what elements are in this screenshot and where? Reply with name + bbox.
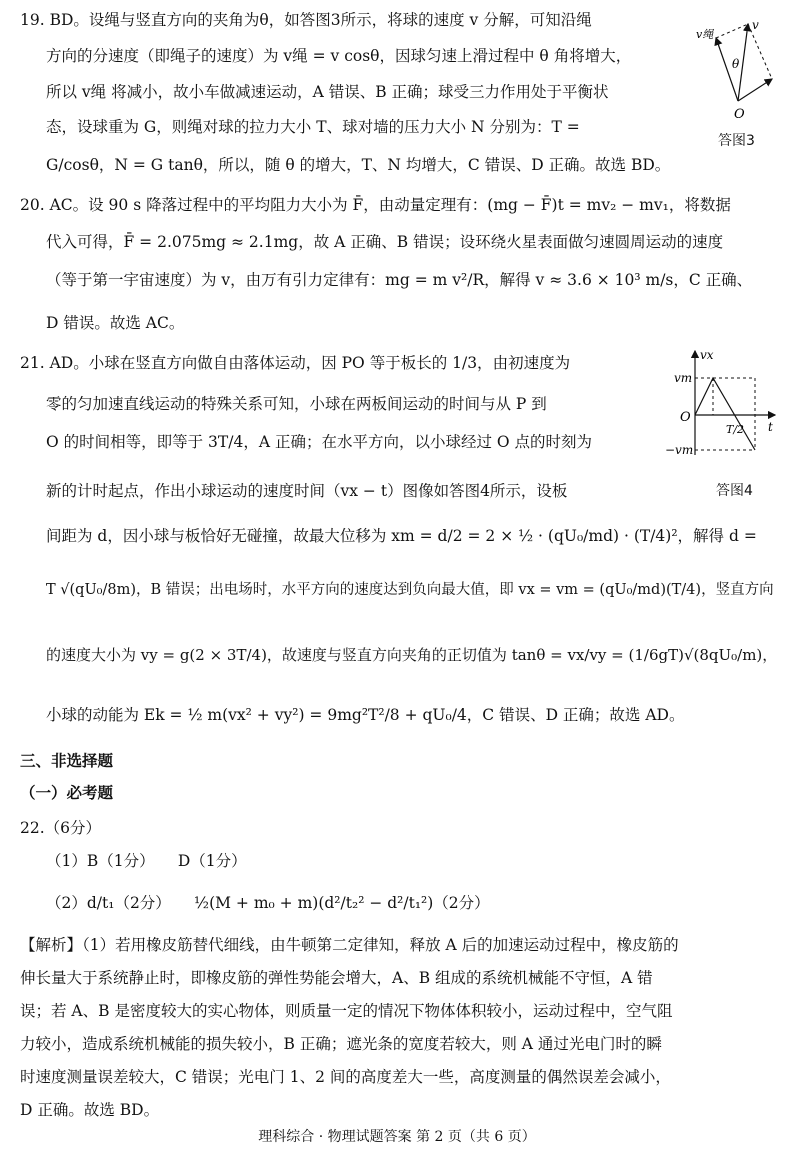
label-half-T: T/2 bbox=[726, 423, 745, 436]
q19-line-2: 方向的分速度（即绳子的速度）为 v绳 = v cosθ，因球匀速上滑过程中 θ 角将增大， bbox=[46, 47, 632, 65]
figure-4-caption: 答图4 bbox=[716, 483, 753, 499]
q19-line-3: 所以 v绳 将减小，故小车做减速运动，A 错误、B 正确；球受三力作用处于平衡状 bbox=[46, 83, 609, 101]
vx-line bbox=[695, 378, 755, 450]
q21-line-8: 小球的动能为 Ek = ½ m(vx² + vy²) = 9mg²T²/8 + qU₀/4，C 错误、D 正确；故选 AD。 bbox=[46, 706, 685, 724]
label-t: t bbox=[768, 420, 773, 434]
q20-line-1: 20. AC。设 90 s 降落过程中的平均阻力大小为 F̄，由动量定理有：(mg − F̄)t = mv₂ − mv₁，将数据 bbox=[20, 196, 731, 214]
section-title: 三、非选择题 bbox=[20, 752, 114, 770]
perpendicular-component-arrow bbox=[738, 79, 772, 101]
label-neg-vm: −vm bbox=[665, 443, 694, 457]
label-v-rope: v绳 bbox=[696, 28, 714, 41]
label-vx: vx bbox=[700, 348, 714, 362]
q19-line-4: 态，设球重为 G，则绳对球的拉力大小 T、球对墙的压力大小 N 分别为：T = bbox=[46, 118, 580, 136]
q22-analysis-1: 【解析】（1）若用橡皮筋替代细线，由牛顿第二定律知，释放 A 后的加速运动过程中，橡皮筋的 bbox=[20, 936, 679, 954]
dashed-line-right bbox=[748, 24, 772, 79]
label-origin-4: O bbox=[680, 410, 691, 425]
label-theta: θ bbox=[732, 57, 740, 71]
q22-analysis-3: 误；若 A、B 是密度较大的实心物体，则质量一定的情况下物体体积较小，运动过程中，空气阻 bbox=[20, 1002, 673, 1020]
q22-answer-1: （1）B（1分） D（1分） bbox=[46, 852, 247, 870]
q20-line-4: D 错误。故选 AC。 bbox=[46, 314, 185, 332]
dashed-line-top bbox=[716, 24, 748, 38]
q22-title: 22.（6分） bbox=[20, 819, 102, 837]
q21-line-2: 零的匀加速直线运动的特殊关系可知，小球在两板间运动的时间与从 P 到 bbox=[46, 395, 547, 413]
q22-analysis-5: 时速度测量误差较大，C 错误；光电门 1、2 间的高度差大一些，高度测量的偶然误差会减小， bbox=[20, 1068, 671, 1086]
q19-line-1: 19. BD。设绳与竖直方向的夹角为θ，如答图3所示，将球的速度 v 分解，可知沿绳 bbox=[20, 11, 592, 29]
q22-analysis-2: 伸长量大于系统静止时，即橡皮筋的弹性势能会增大，A、B 组成的系统机械能不守恒，A 错 bbox=[20, 969, 653, 987]
q21-line-4: 新的计时起点，作出小球运动的速度时间（vx − t）图像如答图4所示，设板 bbox=[46, 482, 568, 500]
q20-line-3: （等于第一宇宙速度）为 v，由万有引力定律有：mg = m v²/R，解得 v ≈ 3.6 × 10³ m/s，C 正确、 bbox=[46, 271, 753, 289]
label-origin: O bbox=[734, 107, 745, 122]
q21-line-5: 间距为 d，因小球与板恰好无碰撞，故最大位移为 xm = d/2 = 2 × ½ · (qU₀/md) · (T/4)²，解得 d = bbox=[46, 527, 757, 545]
section-subtitle: （一）必考题 bbox=[20, 784, 114, 802]
label-v: v bbox=[752, 18, 759, 32]
q21-line-1: 21. AD。小球在竖直方向做自由落体运动，因 PO 等于板长的 1/3，由初速度为 bbox=[20, 354, 571, 372]
figure-3-caption: 答图3 bbox=[718, 133, 755, 149]
q21-line-6: T √(qU₀/8m)，B 错误；出电场时，水平方向的速度达到负向最大值，即 vx = vm = (qU₀/md)(T/4)，竖直方向 bbox=[46, 582, 774, 598]
figure-3-velocity-decomposition bbox=[690, 16, 780, 126]
q22-answer-2: （2）d/t₁（2分） ½(M + m₀ + m)(d²/t₂² − d²/t₁²)（2分） bbox=[46, 894, 490, 912]
q22-analysis-4: 力较小，造成系统机械能的损失较小，B 正确；遮光条的宽度若较大，则 A 通过光电门时的瞬 bbox=[20, 1035, 662, 1053]
q19-line-5: G/cosθ，N = G tanθ，所以，随 θ 的增大，T、N 均增大，C 错误、D 正确。故选 BD。 bbox=[46, 156, 671, 174]
q21-line-7: 的速度大小为 vy = g(2 × 3T/4)，故速度与竖直方向夹角的正切值为 tanθ = vx/vy = (1/6gT)√(8qU₀/m)， bbox=[46, 646, 778, 664]
velocity-v-arrow bbox=[738, 24, 748, 101]
q21-line-3: O 的时间相等，即等于 3T/4，A 正确；在水平方向，以小球经过 O 点的时刻为 bbox=[46, 433, 593, 451]
page-footer: 理科综合 · 物理试题答案 第 2 页（共 6 页） bbox=[258, 1129, 536, 1145]
figure-4-vx-t-graph bbox=[660, 345, 780, 460]
q20-line-2: 代入可得，F̄ = 2.075mg ≈ 2.1mg，故 A 正确、B 错误；设环绕火星表面做匀速圆周运动的速度 bbox=[46, 233, 724, 251]
q22-analysis-6: D 正确。故选 BD。 bbox=[20, 1101, 160, 1119]
label-vm: vm bbox=[674, 371, 693, 385]
